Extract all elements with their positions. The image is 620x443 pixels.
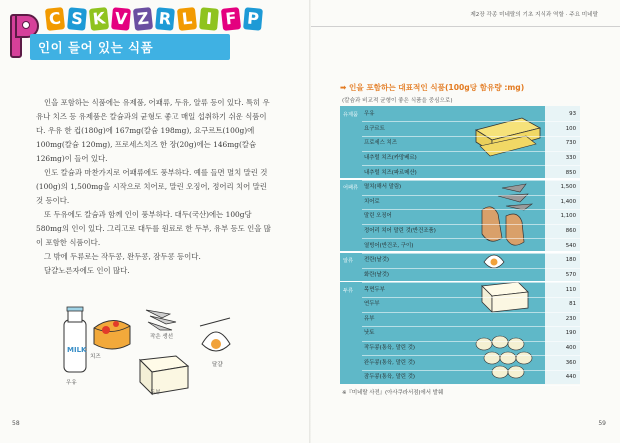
egg-label: 달걀: [212, 362, 223, 368]
food-name: 요구르트: [364, 125, 385, 132]
phosphorus-value: 110: [565, 286, 576, 293]
phosphorus-value: 81: [569, 301, 576, 308]
alphabet-letter: R: [155, 7, 175, 30]
cheese-label: 치즈: [90, 354, 101, 360]
food-name: 말린 오징어: [364, 213, 392, 220]
alphabet-letter: Z: [133, 7, 153, 31]
food-name: 열빙어(반건조, 구이): [364, 242, 414, 249]
paragraph: 인을 포함하는 식품에는 유제품, 어패류, 두유, 알류 등이 있다. 특히 우유나 치즈 등 유제품은 칼슘과의 균형도 좋고 매일 섭취하기 쉬운 식품이다. 우유 한 컵(180g)에 167mg(칼슘 198mg), 요구르트(100g)에 100mg(칼슘 120mg), 프로세스치즈 한 장(20g)에는 146mg(칼슘 126mg)이 들어 있다.: [36, 98, 270, 163]
food-name: 작두콩(통육, 말린 것): [364, 345, 416, 352]
alphabet-letter: K: [89, 7, 109, 31]
phosphorus-value: 190: [565, 330, 576, 337]
food-name: 화란(날것): [364, 271, 390, 278]
table-row: [340, 369, 580, 385]
food-name: 멸치(해서 말림): [364, 184, 402, 191]
food-name: 낫토: [364, 330, 375, 337]
alphabet-letter: P: [243, 7, 263, 30]
food-name: 내추럴 치즈(카망베르): [364, 154, 417, 161]
row-divider: [362, 385, 580, 386]
phosphorus-value: 1,100: [560, 213, 576, 220]
running-head: 제2장 각종 미네랄의 기초 지식과 역할 · 주요 미네랄: [470, 12, 598, 18]
phosphorus-value: 360: [565, 359, 576, 366]
group-label: 유제품: [343, 112, 359, 118]
milk-label: MILK: [67, 346, 87, 354]
egg-icon: [200, 318, 230, 351]
phosphorus-value: 860: [565, 228, 576, 235]
food-name: 잠두콩(통육, 말린 것): [364, 374, 416, 381]
group-label: 알류: [343, 258, 354, 265]
phosphorus-table: [340, 106, 580, 384]
milk-caption: 우유: [66, 380, 77, 386]
source-note: ※『미네랄 사전』(아사쿠라서점)에서 발췌: [342, 390, 444, 396]
phosphorus-value: 1,500: [560, 184, 576, 191]
table-subtitle: (칼슘과 비교적 균형이 좋은 식품을 중심으로): [342, 98, 453, 104]
phosphorus-value: 850: [565, 169, 576, 176]
paragraph: 그 밖에 두류로는 작두콩, 완두콩, 잠두콩 등이다.: [44, 252, 201, 261]
tofu-label: 두부: [150, 390, 161, 396]
paragraph: 또 두유에도 칼슘과 함께 인이 풍부하다. 대두(국산)에는 100g당 580mg의 인이 있다. 그리고로 대두를 원료로 한 두부, 유부 등도 인을 많이 포함한 식품이다.: [36, 210, 271, 247]
page-gutter: [309, 0, 311, 443]
alphabet-letter: V: [111, 7, 131, 30]
paragraph: 달걀노른자에도 인이 많다.: [44, 266, 130, 275]
food-name: 내추럴 치즈(파르메산): [364, 169, 417, 176]
phosphorus-value: 440: [565, 374, 576, 381]
paragraph: 인도 칼슘과 마찬가지로 어패류에도 풍부하다. 예를 들면 멸치 말린 것(100g)의 1,500mg을 시작으로 치어로, 말린 오징어, 정어리 치어 말린 것 등이다.: [36, 168, 268, 205]
food-illustration: [50, 300, 280, 400]
food-name: 유부: [364, 315, 375, 322]
alphabet-letter: F: [221, 7, 241, 31]
food-name: 연두부: [364, 301, 380, 308]
phosphorus-value: 540: [565, 242, 576, 249]
table-title: ➡ 인을 포함하는 대표적인 식품(100g당 함유량 :mg): [340, 83, 525, 92]
section-title-band: [30, 34, 230, 60]
phosphorus-value: 570: [565, 271, 576, 278]
alphabet-letter: S: [67, 7, 87, 30]
group-label: 어패류: [343, 185, 359, 192]
phosphorus-value: 180: [565, 257, 576, 264]
phosphorus-value: 100: [565, 125, 576, 132]
tofu-icon: [140, 356, 188, 394]
food-name: 정어리 치어 말린 것(반건조품): [364, 228, 436, 235]
page-number-right: 59: [598, 420, 606, 427]
fish-label: 작은 생선: [150, 334, 174, 340]
phosphorus-value: 330: [565, 154, 576, 161]
milk-bottle-icon: [64, 307, 87, 372]
food-name: 프로세스 치즈: [364, 140, 397, 147]
food-name: 목면두부: [364, 286, 385, 293]
food-name: 완두콩(통육, 말린 것): [364, 359, 416, 366]
phosphorus-value: 93: [569, 111, 576, 117]
left-body-text: [36, 96, 276, 278]
phosphorus-value: 230: [565, 315, 576, 322]
group-label: 두류: [343, 287, 354, 294]
phosphorus-value: 1,400: [560, 198, 576, 205]
phosphorus-value: 730: [565, 140, 576, 147]
page-number-left: 58: [12, 420, 20, 427]
food-illustration-svg: [50, 300, 280, 400]
alphabet-letter: L: [177, 7, 197, 31]
cheese-icon: [94, 320, 130, 349]
alphabet-letter: I: [199, 7, 219, 30]
header-rule: [311, 26, 620, 27]
food-name: 치어로: [364, 198, 380, 205]
food-name: 전란(날것): [364, 257, 390, 264]
alphabet-letter: C: [45, 7, 65, 31]
phosphorus-value: 400: [565, 345, 576, 352]
food-name: 우유: [364, 111, 375, 117]
section-title: 인이 들어 있는 식품: [38, 40, 154, 55]
small-fish-icon: [146, 310, 176, 330]
